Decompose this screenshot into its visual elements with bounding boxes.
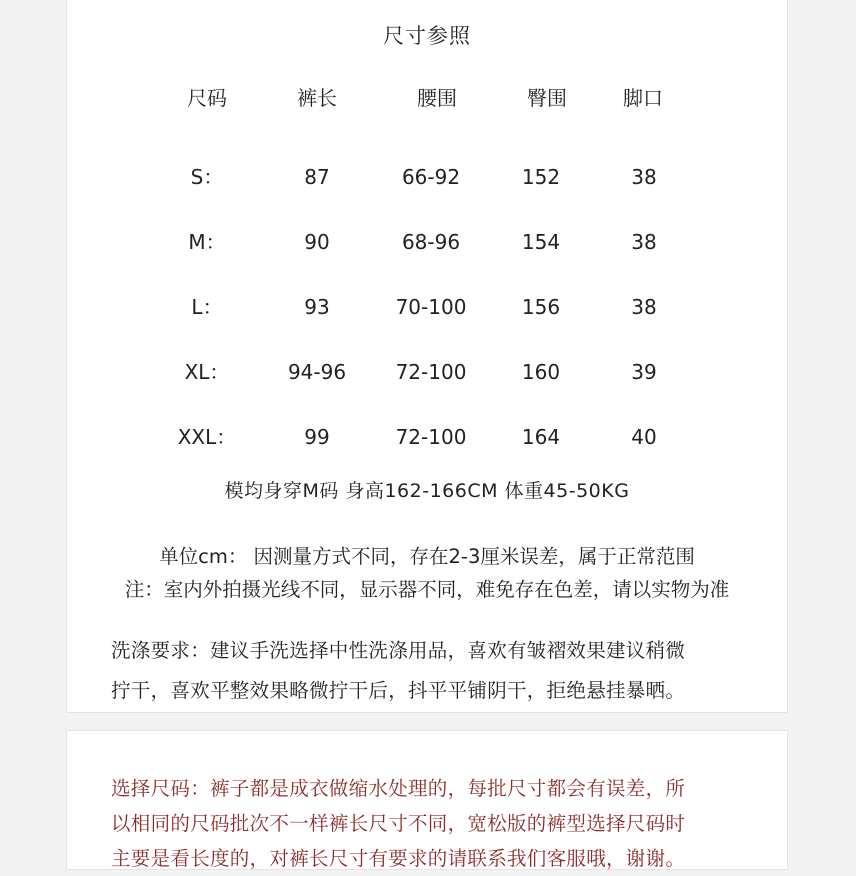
size-tip-line: 选择尺码：裤子都是成衣做缩水处理的，每批尺寸都会有误差，所 bbox=[111, 777, 686, 800]
header-cell-hem: 脚口 bbox=[623, 86, 663, 110]
table-row bbox=[67, 163, 787, 228]
table-cell: 68-96 bbox=[401, 230, 461, 254]
wash-instructions bbox=[111, 631, 761, 711]
size-tip-card bbox=[66, 730, 788, 870]
header-cell-hip: 臀围 bbox=[527, 86, 567, 110]
table-cell: 38 bbox=[631, 295, 657, 319]
wash-line: 拧干，喜欢平整效果略微拧干后，抖平平铺阴干，拒绝悬挂暴晒。 bbox=[111, 679, 686, 702]
header-cell-length: 裤长 bbox=[297, 86, 337, 110]
table-cell: 164 bbox=[521, 425, 561, 449]
table-cell: 38 bbox=[631, 230, 657, 254]
size-table bbox=[67, 84, 787, 488]
table-cell: 72-100 bbox=[395, 425, 467, 449]
size-chart-card bbox=[66, 0, 788, 713]
table-cell: 39 bbox=[631, 360, 657, 384]
wash-line: 洗涤要求：建议手洗选择中性洗涤用品，喜欢有皱褶效果建议稍微 bbox=[111, 639, 686, 662]
table-cell: 87 bbox=[304, 165, 330, 189]
size-tip-text bbox=[111, 771, 761, 876]
table-cell: XXL： bbox=[177, 425, 237, 449]
table-cell: 94-96 bbox=[287, 360, 347, 384]
header-cell-size: 尺码 bbox=[187, 86, 227, 110]
table-cell: 99 bbox=[304, 425, 330, 449]
table-cell: M： bbox=[188, 230, 226, 254]
table-cell: 156 bbox=[521, 295, 561, 319]
model-note: 模均身穿M码 身高162-166CM 体重45-50KG bbox=[224, 480, 630, 502]
header-cell-waist: 腰围 bbox=[417, 86, 457, 110]
table-cell: 160 bbox=[521, 360, 561, 384]
table-cell: 66-92 bbox=[401, 165, 461, 189]
size-tip-line: 以相同的尺码批次不一样裤长尺寸不同，宽松版的裤型选择尺码时 bbox=[111, 812, 686, 835]
unit-note: 单位cm： 因测量方式不同，存在2-3厘米误差，属于正常范围 bbox=[159, 545, 695, 568]
page-title: 尺寸参照 bbox=[383, 24, 471, 48]
table-row bbox=[67, 293, 787, 358]
table-header-row bbox=[67, 84, 787, 163]
table-row bbox=[67, 358, 787, 423]
table-cell: 38 bbox=[631, 165, 657, 189]
table-cell: XL： bbox=[184, 360, 230, 384]
color-note: 注：室内外拍摄光线不同，显示器不同，难免存在色差，请以实物为准 bbox=[124, 578, 730, 601]
table-cell: 90 bbox=[304, 230, 330, 254]
table-cell: S： bbox=[190, 165, 224, 189]
size-tip-line: 主要是看长度的，对裤长尺寸有要求的请联系我们客服哦，谢谢。 bbox=[111, 847, 686, 870]
table-cell: L： bbox=[191, 295, 223, 319]
measurement-notes bbox=[67, 540, 787, 606]
table-cell: 93 bbox=[304, 295, 330, 319]
table-cell: 72-100 bbox=[395, 360, 467, 384]
table-cell: 70-100 bbox=[395, 295, 467, 319]
table-row bbox=[67, 228, 787, 293]
table-cell: 40 bbox=[631, 425, 657, 449]
table-cell: 152 bbox=[521, 165, 561, 189]
table-cell: 154 bbox=[521, 230, 561, 254]
